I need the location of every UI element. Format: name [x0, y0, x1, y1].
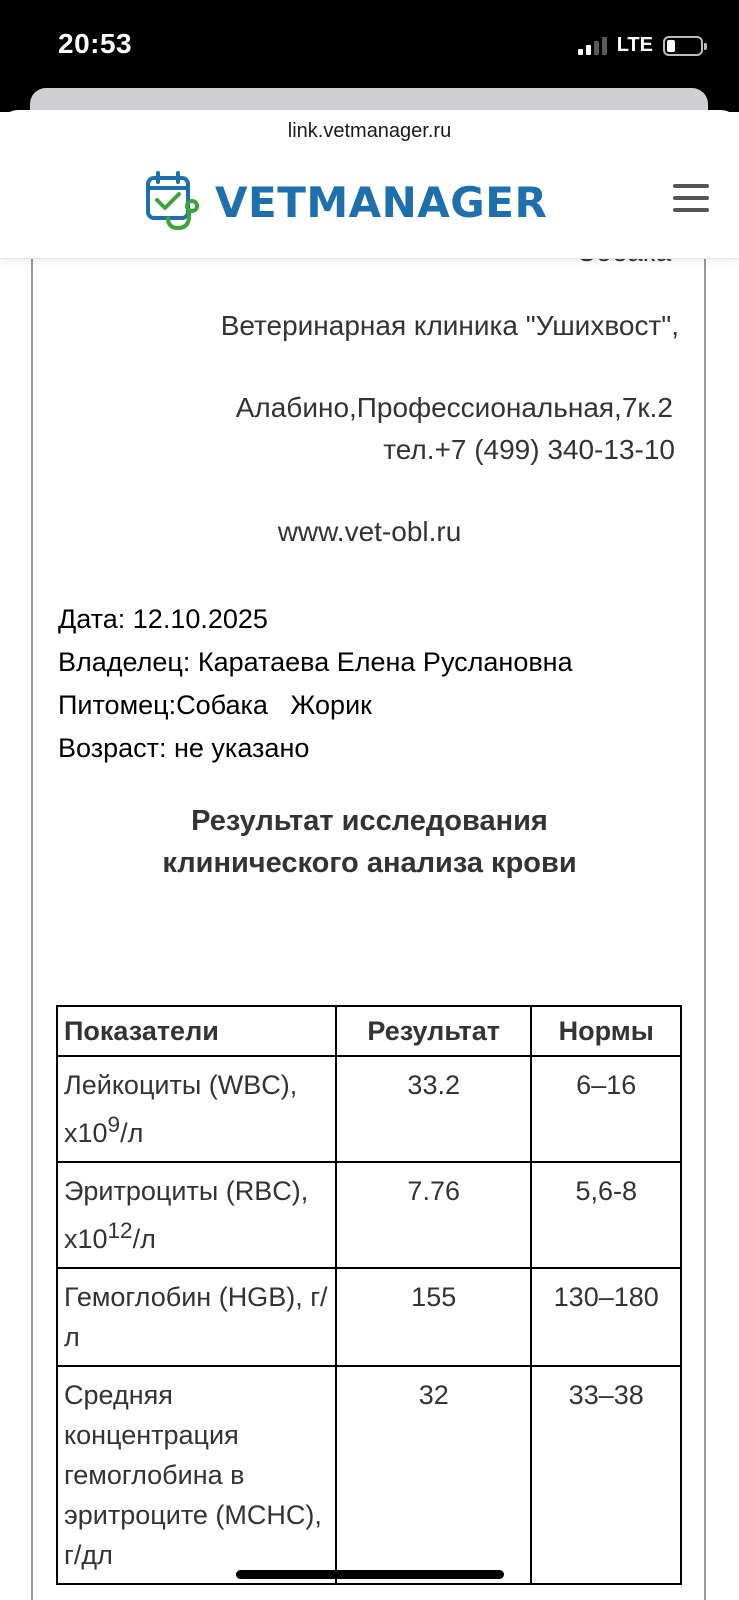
battery-icon — [663, 36, 703, 56]
pet-age: Возраст: не указано — [58, 733, 310, 763]
table-header-row — [57, 1006, 681, 1056]
browser-sheet — [0, 110, 739, 1600]
table-row — [57, 1268, 681, 1366]
network-type: LTE — [616, 34, 653, 56]
result-value: 32 — [336, 1366, 531, 1584]
site-logo[interactable] — [145, 170, 547, 235]
hamburger-menu-icon[interactable] — [673, 184, 709, 212]
results-table — [56, 1005, 682, 1585]
logo-text: VETMANAGER — [215, 178, 548, 227]
norm-value: 130–180 — [531, 1268, 681, 1366]
url-bar[interactable]: link.vetmanager.ru — [287, 120, 452, 142]
clinic-phone[interactable]: тел.+7 (499) 340-13-10 — [383, 434, 675, 465]
norm-value: 5,6-8 — [531, 1162, 681, 1268]
indicator-name: Эритроциты (RBC), $x10^{12}/л$ — [57, 1162, 336, 1268]
battery-level — [667, 40, 675, 52]
title-line-2: клинического анализа крови — [162, 847, 577, 879]
header-result: Результат — [336, 1006, 531, 1056]
table-row — [57, 1056, 681, 1162]
indicator-name: Лейкоциты (WBC), $x10^9/л$ — [57, 1056, 336, 1162]
home-indicator[interactable] — [236, 1570, 504, 1579]
document-title — [0, 800, 739, 884]
status-time: 20:53 — [58, 28, 133, 59]
norm-value: 6–16 — [531, 1056, 681, 1162]
calendar-stethoscope-icon — [145, 170, 203, 235]
header-norm: Нормы — [531, 1006, 681, 1056]
clinic-address: Алабино,Профессиональная,7к.2 — [235, 392, 673, 423]
norm-value: 33–38 — [531, 1366, 681, 1584]
status-icons — [578, 34, 703, 57]
clinic-name: Ветеринарная клиника "Ушихвост", — [220, 310, 679, 341]
indicator-name: Гемоглобин (HGB), г/л — [57, 1268, 336, 1366]
indicator-name: Средняя концентрация гемоглобина в эритроците (MCHC), г/дл — [57, 1366, 336, 1584]
header-indicator: Показатели — [57, 1006, 336, 1056]
patient-info — [58, 598, 573, 770]
pet-name: Питомец:Собака Жорик — [58, 690, 372, 720]
result-value: 7.76 — [336, 1162, 531, 1268]
site-header — [0, 144, 739, 259]
owner-name: Владелец: Каратаева Елена Руслановна — [58, 647, 573, 677]
title-line-1: Результат исследования — [191, 805, 548, 837]
result-value: 155 — [336, 1268, 531, 1366]
signal-icon — [578, 37, 607, 55]
table-row — [57, 1366, 681, 1584]
table-row — [57, 1162, 681, 1268]
clinic-website[interactable]: www.vet-obl.ru — [277, 516, 462, 547]
result-value: 33.2 — [336, 1056, 531, 1162]
visit-date: Дата: 12.10.2025 — [58, 604, 268, 634]
